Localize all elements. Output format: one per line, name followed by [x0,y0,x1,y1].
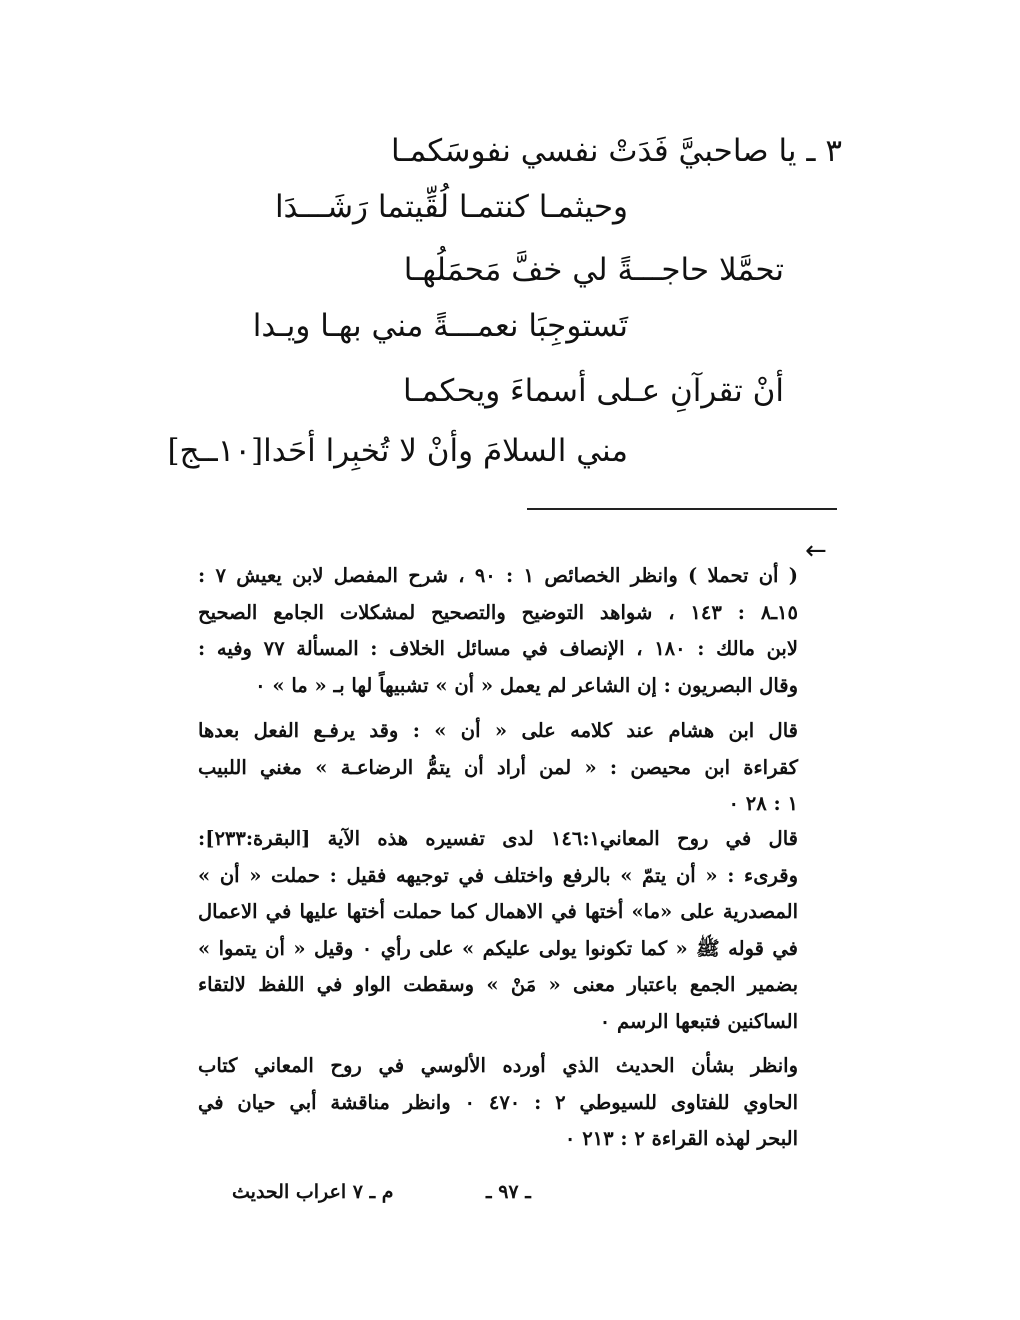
poem-line-3: تحمَّلا حاجـــةً لي خفَّ مَحمَلُهـا [403,252,784,288]
printer-signature: م ـ ٧ اعراب الحديث [232,1181,394,1203]
footnote-line: بضمير الجمع باعتبار معنى « مَنْ » وسقطت الواو في اللفظ لالتقاء [198,973,798,996]
footnote-line: ١ : ٢٨ ٠ [728,792,798,815]
page-number: ـ ٩٧ ـ [486,1181,531,1203]
footnote-line: كقراءة ابن محيصن : « لمن أراد أن يتمُّ الرضاعـة » مغني اللبيب [198,755,798,779]
footnote-line: الساكنين فتبعها الرسم ٠ [599,1009,798,1033]
footnote-separator [527,508,837,510]
footnote-line: ١٥ـ٨ : ١٤٣ ، شواهد التوضيح والتصحيح لمشكلات الجامع الصحيح [198,600,798,624]
footnote-line: في قوله ﷺ « كما تكونوا يولى عليكم » على رأي ٠ وقيل « أن يتموا » [198,936,798,960]
poem-line-1: ٣ ـ يا صاحبيَّ فَدَتْ نفسي نفوسَكمـا [390,133,842,169]
footnote-paragraph-1 [198,558,798,704]
footnote-line: البحر لهذه القراءة ٢ : ٢١٣ ٠ [564,1127,798,1150]
poem-line-2: وحيثمـا كنتمـا لُقِّيتما رَشَـــدَا [274,189,628,225]
footnote-line: ( أن تحملا ) وانظر الخصائص ١ : ٩٠ ، شرح المفصل لابن يعيش ٧ : [198,564,798,587]
footnote-line: المصدرية على «ما» أختها في الاهمال كما حملت أختها عليها في الاعمال [198,900,798,923]
footnote-line: لابن مالك : ١٨٠ ، الإنصاف في مسائل الخلاف : المسألة ٧٧ وفيه : [198,637,798,660]
footnote-line: وقرىء : « أن يتمّ » بالرفع واختلف في توجيهه فقيل : حملت « أن » [198,863,798,887]
footnote-line: وانظر بشأن الحديث الذي أورده الألوسي في روح المعاني كتاب [198,1054,798,1077]
arrow-left-icon: ← [805,536,827,566]
footnote-paragraph-2 [198,713,798,823]
footnote-line: وقال البصريون : إن الشاعر لم يعمل « أن » تشبيهاً لها بـ « ما » ٠ [255,673,798,697]
footnote-line: قال ابن هشام عند كلامه على « أن » : وقد يرفـع الفعل بعدها [198,719,798,742]
footnote-line: الحاوي للفتاوى للسيوطي ٢ : ٤٧٠ ٠ وانظر مناقشة أبي حيان في [198,1090,798,1114]
poem-line-5: أنْ تقرآنِ عـلى أسماءَ ويحكمـا [403,373,784,409]
footnote-paragraph-3 [198,821,798,1040]
footnote-line: قال في روح المعاني١٤٦:١ لدى تفسيره هذه الآية [البقرة:٢٣٣]: [198,827,798,850]
poem-line-4: تَستوجِبَا نعمـــةً مني بهـا ويـدا [252,308,628,344]
footnote-paragraph-4 [198,1048,798,1158]
poem-line-6: مني السلامَ وأنْ لا تُخبِرا أحَدا[١٠ــج] [167,433,628,469]
